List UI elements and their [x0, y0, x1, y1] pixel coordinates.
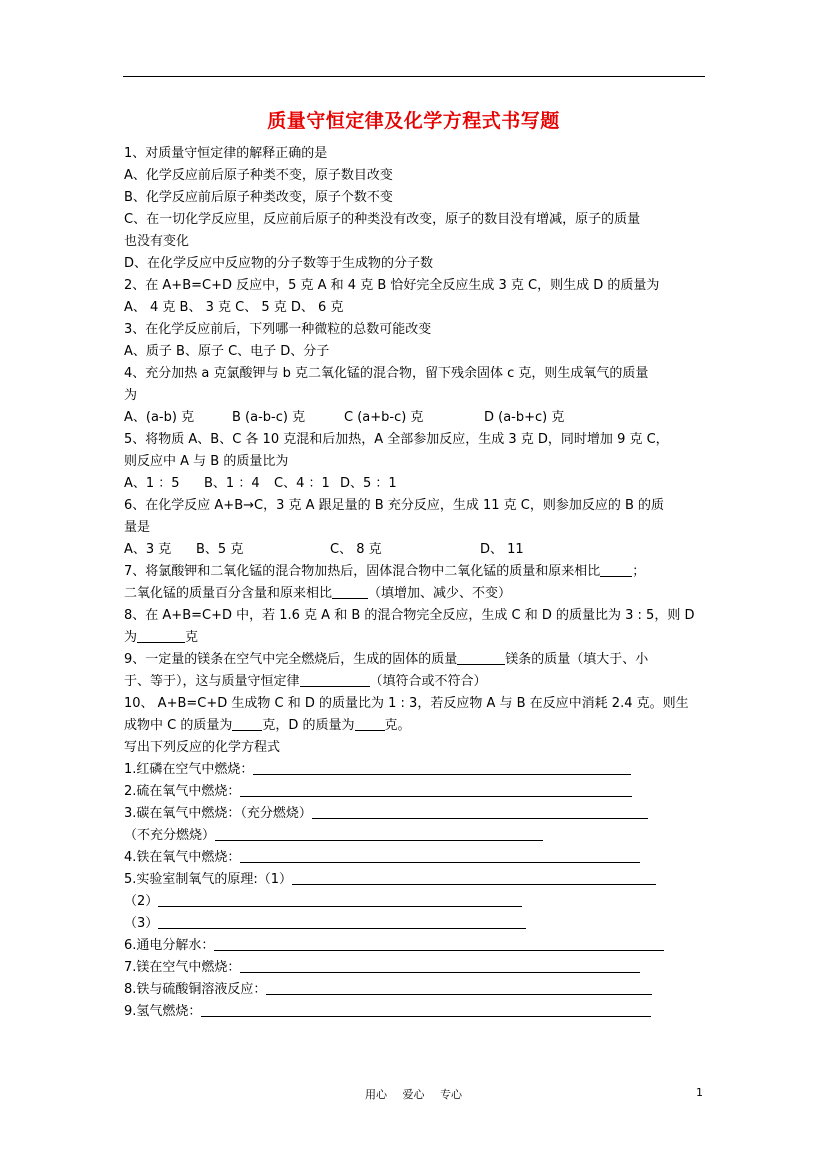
equation-9	[124, 1001, 706, 1023]
question-6-line2: 量是	[124, 520, 151, 535]
equation-9-label: 9.氢气燃烧：	[124, 1004, 202, 1019]
question-4-line1: 4、充分加热 a 克氯酸钾与 b 克二氧化锰的混合物，留下残余固体 c 克，则生成氧气的质量	[124, 366, 649, 381]
question-10-line1: 10、 A+B=C+D 生成物 C 和 D 的质量比为 1 : 3，若反应物 A 与 B 在反应中消耗 2.4 克。则生	[124, 696, 689, 711]
equation-2-label: 2.硫在氧气中燃烧：	[124, 784, 241, 799]
question-10-line2	[124, 715, 706, 737]
question-6-option-a: A、3 克	[124, 542, 172, 557]
question-6-option-b: B、5 克	[196, 542, 244, 557]
question-7-text-b: ；	[632, 564, 646, 579]
answer-blank[interactable]	[158, 893, 522, 907]
answer-blank[interactable]	[300, 673, 370, 687]
question-8-text-b: 克	[185, 630, 199, 645]
answer-blank[interactable]	[158, 915, 526, 929]
question-5-options	[124, 473, 706, 495]
question-4-line2: 为	[124, 388, 138, 403]
answer-blank[interactable]	[600, 563, 632, 577]
page-title: 质量守恒定律及化学方程式书写题	[267, 110, 560, 132]
question-6-options	[124, 539, 706, 561]
equation-5-label: 5.实验室制氧气的原理:（1）	[124, 872, 293, 887]
equation-5c	[124, 913, 706, 935]
question-4-option-b: B (a-b-c) 克	[232, 410, 306, 425]
question-6-option-d: D、 11	[480, 542, 524, 557]
question-5-option-a: A、1 ：5	[124, 476, 180, 491]
equation-3b	[124, 825, 706, 847]
question-4-options	[124, 407, 706, 429]
equation-5b-label: （2）	[124, 894, 159, 909]
answer-blank[interactable]	[292, 871, 656, 885]
question-5-option-c: C、4 ：1	[274, 476, 330, 491]
question-2-options: A、 4 克 B、 3 克 C、 5 克 D、 6 克	[124, 300, 344, 315]
answer-blank[interactable]	[240, 959, 640, 973]
question-1-option-d: D、在化学反应中反应物的分子数等于生成物的分子数	[124, 256, 434, 271]
question-9-line1	[124, 649, 706, 671]
answer-blank[interactable]	[312, 805, 648, 819]
question-9-line2	[124, 671, 706, 693]
question-5-line2: 则反应中 A 与 B 的质量比为	[124, 454, 289, 469]
footer-word-2: 爱心	[402, 1088, 425, 1101]
equation-5c-label: （3）	[124, 916, 159, 931]
equation-8	[124, 979, 706, 1001]
question-9-text-a: 9、一定量的镁条在空气中完全燃烧后，生成的固体的质量	[124, 652, 458, 667]
question-4-option-a: A、(a-b) 克	[124, 410, 195, 425]
answer-blank[interactable]	[240, 849, 640, 863]
question-9-text-b: 镁条的质量（填大于、小	[505, 652, 649, 667]
answer-blank[interactable]	[457, 651, 505, 665]
equation-6-label: 6.通电分解水：	[124, 938, 215, 953]
equation-3	[124, 803, 706, 825]
question-4-option-c: C (a+b-c) 克	[344, 410, 424, 425]
footer-word-3: 专心	[440, 1088, 462, 1101]
question-7-line2	[124, 583, 706, 605]
question-5-option-b: B、1 ：4	[204, 476, 260, 491]
answer-blank[interactable]	[332, 585, 368, 599]
question-4-option-d: D (a-b+c) 克	[484, 410, 565, 425]
equation-5	[124, 869, 706, 891]
question-3: 3、在化学反应前后，下列哪一种微粒的总数可能改变	[124, 322, 432, 337]
question-6-line1: 6、在化学反应 A+B→C，3 克 A 跟足量的 B 充分反应，生成 11 克 C，则参加反应的 B 的质	[124, 498, 665, 513]
answer-blank[interactable]	[355, 717, 385, 731]
answer-blank[interactable]	[214, 937, 664, 951]
answer-blank[interactable]	[201, 1003, 651, 1017]
equation-7	[124, 957, 706, 979]
equation-7-label: 7.镁在空气中燃烧：	[124, 960, 241, 975]
question-5-line1: 5、将物质 A、B、C 各 10 克混和后加热，A 全部参加反应，生成 3 克 D，同时增加 9 克 C，	[124, 432, 669, 447]
question-10-text-a: 成物中 C 的质量为	[124, 718, 233, 733]
answer-blank[interactable]	[137, 629, 185, 643]
answer-blank[interactable]	[215, 827, 543, 841]
question-7-text-a: 7、将氯酸钾和二氧化锰的混合物加热后，固体混合物中二氧化锰的质量和原来相比	[124, 564, 601, 579]
question-5-option-d: D、5 ：1	[340, 476, 397, 491]
question-8-line1: 8、在 A+B=C+D 中，若 1.6 克 A 和 B 的混合物完全反应，生成 C 和 D 的质量比为 3 : 5，则 D	[124, 608, 695, 623]
question-1-option-c-line2: 也没有变化	[124, 234, 190, 249]
document-body	[124, 143, 706, 1023]
answer-blank[interactable]	[253, 761, 631, 775]
question-7-text-d: （填增加、减少、不变）	[368, 586, 512, 601]
question-10-text-b: 克，D 的质量为	[262, 718, 355, 733]
equation-2	[124, 781, 706, 803]
question-2: 2、在 A+B=C+D 反应中，5 克 A 和 4 克 B 恰好完全反应生成 3 克 C，则生成 D 的质量为	[124, 278, 660, 293]
footer-word-1: 用心	[365, 1088, 387, 1101]
question-1: 1、对质量守恒定律的解释正确的是	[124, 146, 328, 161]
page-number: 1	[696, 1086, 703, 1099]
equation-4-label: 4.铁在氧气中燃烧：	[124, 850, 241, 865]
equation-1-label: 1.红磷在空气中燃烧：	[124, 762, 254, 777]
equation-8-label: 8.铁与硫酸铜溶液反应：	[124, 982, 267, 997]
question-7-text-c: 二氧化锰的质量百分含量和原来相比	[124, 586, 333, 601]
equation-4	[124, 847, 706, 869]
equation-3-label: 3.碳在氧气中燃烧：（充分燃烧）	[124, 806, 312, 821]
question-10-text-c: 克。	[384, 718, 411, 733]
question-3-options: A、质子 B、原子 C、电子 D、分子	[124, 344, 330, 359]
header-rule	[123, 76, 705, 77]
equation-5b	[124, 891, 706, 913]
question-9-text-c: 于、等于），这与质量守恒定律	[124, 674, 300, 689]
question-1-option-a: A、化学反应前后原子种类不变，原子数目改变	[124, 168, 393, 183]
question-6-option-c: C、 8 克	[330, 542, 382, 557]
answer-blank[interactable]	[266, 981, 652, 995]
answer-blank[interactable]	[240, 783, 632, 797]
question-1-option-c-line1: C、在一切化学反应里，反应前后原子的种类没有改变，原子的数目没有增减，原子的质量	[124, 212, 641, 227]
equation-6	[124, 935, 706, 957]
equations-header: 写出下列反应的化学方程式	[124, 740, 281, 755]
answer-blank[interactable]	[232, 717, 262, 731]
equation-1	[124, 759, 706, 781]
equation-3b-label: （不充分燃烧）	[124, 828, 216, 843]
question-8-line2	[124, 627, 706, 649]
question-9-text-d: （填符合或不符合）	[369, 674, 487, 689]
question-1-option-b: B、化学反应前后原子种类改变，原子个数不变	[124, 190, 393, 205]
question-8-text-a: 为	[124, 630, 138, 645]
question-7-line1	[124, 561, 706, 583]
